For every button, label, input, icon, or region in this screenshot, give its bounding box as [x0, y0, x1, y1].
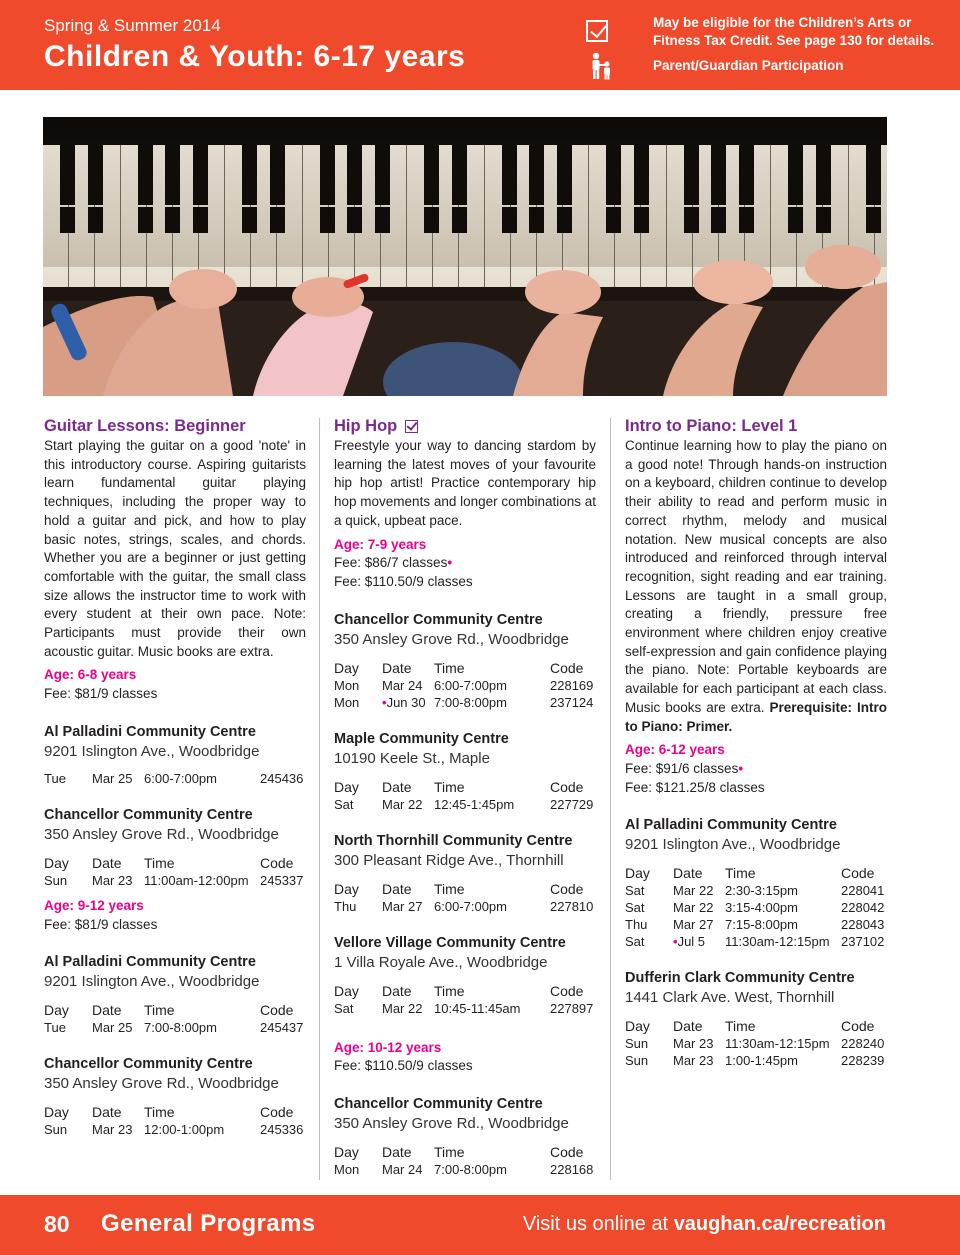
time-header: Time — [434, 1144, 465, 1161]
time-cell: 3:15-4:00pm — [725, 900, 798, 916]
code-cell: 228169 — [550, 677, 594, 693]
time-cell: 12:00-1:00pm — [144, 1122, 225, 1138]
table-row — [625, 899, 887, 916]
column-divider — [610, 418, 611, 1180]
bullet-icon: • — [382, 694, 387, 710]
date-text: Jun 30 — [386, 694, 426, 710]
fee-text: Fee: $91/6 classes — [625, 760, 739, 776]
fee: Fee: $121.25/8 classes — [625, 779, 765, 795]
code-cell: 227897 — [550, 1000, 594, 1016]
code-cell: 227729 — [550, 796, 594, 812]
table-header-row — [334, 881, 596, 898]
table-header-row — [44, 1104, 306, 1121]
table-row — [625, 1035, 887, 1052]
fee: Fee: $110.50/9 classes — [334, 573, 473, 589]
day-cell: Sun — [625, 1036, 649, 1052]
code-cell: 228041 — [841, 883, 885, 899]
code-header: Code — [260, 1002, 294, 1019]
fee — [625, 760, 887, 779]
day-cell: Sat — [625, 934, 645, 950]
date-cell: Mar 23 — [92, 872, 133, 888]
table-header-row — [334, 660, 596, 677]
guitar-lessons-column — [44, 416, 306, 1140]
day-header: Day — [334, 1144, 359, 1161]
table-row — [334, 694, 596, 711]
description-note: Note: Portable keyboards are available for each participant at each class. Music books are extra. — [625, 662, 887, 715]
day-cell: Tue — [44, 1020, 66, 1036]
date-header: Date — [382, 659, 412, 676]
location-name: Chancellor Community Centre — [334, 611, 543, 628]
location-name: Al Palladini Community Centre — [44, 723, 256, 740]
day-header: Day — [44, 1002, 69, 1019]
day-cell: Sat — [625, 883, 645, 899]
code-cell: 228239 — [841, 1053, 885, 1069]
day-header: Day — [334, 659, 359, 676]
location-name: Vellore Village Community Centre — [334, 934, 566, 951]
location-name: Al Palladini Community Centre — [625, 817, 837, 834]
location-address: 10190 Keele St., Maple — [334, 749, 490, 767]
date-header: Date — [673, 865, 703, 882]
table-row — [44, 770, 306, 787]
date-cell: Mar 27 — [382, 898, 423, 914]
schedule-table — [44, 1104, 306, 1138]
website-text — [523, 1213, 886, 1236]
time-cell: 6:00-7:00pm — [434, 898, 507, 914]
table-row — [625, 933, 887, 950]
time-cell: 11:30am-12:15pm — [725, 1036, 830, 1052]
day-header: Day — [44, 854, 69, 871]
day-header: Day — [44, 1104, 69, 1121]
code-header: Code — [550, 778, 584, 795]
table-row — [44, 872, 306, 889]
table-row — [44, 1121, 306, 1138]
time-header: Time — [434, 880, 465, 897]
location-address: 1 Villa Royale Ave., Woodbridge — [334, 953, 548, 971]
prerequisite-text: Prerequisite: Intro to Piano: Primer. — [625, 699, 887, 734]
parent-participation-legend: Parent/Guardian Participation — [653, 58, 844, 73]
code-header: Code — [841, 1018, 875, 1035]
day-cell: Sat — [334, 1000, 354, 1016]
program-description: Freestyle your way to dancing stardom by learning the latest moves of your favourite hip hop artist! Practice contemporary hip hop movements and longer combinations at a quick, upbeat pace. — [334, 438, 596, 528]
location-name: Chancellor Community Centre — [44, 806, 253, 823]
date-cell: Mar 22 — [673, 883, 714, 899]
time-cell: 7:15-8:00pm — [725, 917, 798, 933]
location-address: 9201 Islington Ave., Woodbridge — [44, 973, 260, 991]
schedule-table — [44, 770, 306, 787]
tax-credit-legend: May be eligible for the Children’s Arts or Fitness Tax Credit. See page 130 for details. — [653, 15, 935, 48]
schedule-table — [625, 865, 887, 950]
age-range: Age: 6-8 years — [44, 667, 137, 683]
day-cell: Thu — [334, 898, 357, 914]
date-cell: Mar 23 — [92, 1122, 133, 1138]
date-cell: Mar 25 — [92, 770, 133, 786]
schedule-table — [334, 779, 596, 813]
program-title: Guitar Lessons: Beginner — [44, 417, 246, 435]
table-row — [625, 1052, 887, 1069]
schedule-table — [625, 1018, 887, 1069]
day-cell: Thu — [625, 917, 648, 933]
location-address: 1441 Clark Ave. West, Thornhill — [625, 989, 835, 1007]
date-cell — [673, 933, 725, 950]
program-title-row — [334, 416, 596, 436]
bullet-icon: • — [738, 760, 744, 776]
time-header: Time — [144, 1104, 175, 1121]
date-cell: Mar 23 — [673, 1053, 714, 1069]
section-name: General Programs — [101, 1210, 316, 1237]
program-description — [625, 437, 887, 736]
location-name: Chancellor Community Centre — [44, 1056, 253, 1073]
schedule-table — [334, 660, 596, 711]
table-header-row — [44, 855, 306, 872]
code-cell: 228168 — [550, 1162, 594, 1178]
code-header: Code — [550, 982, 584, 999]
day-cell: Mon — [334, 1162, 360, 1178]
location-address: 9201 Islington Ave., Woodbridge — [44, 742, 260, 760]
table-header-row — [44, 1002, 306, 1019]
table-header-row — [334, 779, 596, 796]
code-cell: 237124 — [550, 694, 594, 710]
time-cell: 6:00-7:00pm — [434, 677, 507, 693]
date-cell: Mar 22 — [382, 1000, 423, 1016]
fee-text: Fee: $86/7 classes — [334, 555, 448, 571]
code-header: Code — [550, 659, 584, 676]
day-cell: Sat — [625, 900, 645, 916]
time-cell: 7:00-8:00pm — [144, 1020, 217, 1036]
date-cell: Mar 24 — [382, 677, 423, 693]
code-cell: 237102 — [841, 934, 885, 950]
date-cell: Mar 24 — [382, 1162, 423, 1178]
age-range: Age: 10-12 years — [334, 1039, 442, 1055]
table-row — [334, 677, 596, 694]
fee — [334, 554, 596, 573]
date-header: Date — [382, 778, 412, 795]
season-label: Spring & Summer 2014 — [44, 16, 221, 35]
time-header: Time — [725, 1018, 756, 1035]
date-cell: Mar 27 — [673, 917, 714, 933]
date-header: Date — [92, 854, 122, 871]
code-cell: 227810 — [550, 898, 594, 914]
page-footer — [0, 1195, 960, 1255]
piano-hands-photo — [43, 117, 887, 396]
page-title: Children & Youth: 6-17 years — [44, 40, 466, 73]
visit-label: Visit us online at — [522, 1213, 674, 1235]
fee: Fee: $110.50/9 classes — [334, 1058, 473, 1074]
date-text: Jul 5 — [677, 934, 706, 950]
day-header: Day — [334, 778, 359, 795]
program-description: Start playing the guitar on a good 'note' in this introductory course. Aspiring guitarists learn fundamental guitar playing techniques, including the proper way to hold a guitar and pick, and how to play basic notes, strings, scales, and chords. Whether you are a beginner or just getting comfortable with the guitar, the small class size allows the instructor time to work with every student at their own pace. Note: Participants must provide their own acoustic guitar. Music books are extra. — [44, 438, 306, 659]
column-divider — [319, 418, 320, 1180]
page-number: 80 — [44, 1211, 70, 1237]
date-cell: Mar 23 — [673, 1036, 714, 1052]
intro-piano-column — [625, 416, 887, 1071]
checkbox-check-icon — [586, 20, 608, 42]
time-cell: 1:00-1:45pm — [725, 1053, 798, 1069]
code-header: Code — [260, 854, 294, 871]
time-header: Time — [144, 1002, 175, 1019]
location-address: 350 Ansley Grove Rd., Woodbridge — [334, 630, 569, 648]
schedule-table — [334, 1144, 596, 1178]
fee: Fee: $81/9 classes — [44, 686, 158, 702]
bullet-icon: • — [447, 555, 453, 571]
time-cell: 2:30-3:15pm — [725, 883, 798, 899]
location-name: North Thornhill Community Centre — [334, 832, 573, 849]
date-header: Date — [382, 982, 412, 999]
code-cell: 245437 — [260, 1020, 304, 1036]
location-address: 350 Ansley Grove Rd., Woodbridge — [334, 1115, 569, 1133]
page-header — [0, 0, 960, 90]
location-address: 350 Ansley Grove Rd., Woodbridge — [44, 1075, 279, 1093]
age-range: Age: 9-12 years — [44, 897, 144, 913]
day-cell: Sun — [44, 872, 68, 888]
day-header: Day — [625, 865, 650, 882]
date-cell — [382, 694, 434, 711]
time-header: Time — [725, 865, 756, 882]
date-header: Date — [382, 880, 412, 897]
code-cell: 245337 — [260, 872, 304, 888]
date-header: Date — [673, 1018, 703, 1035]
code-header: Code — [841, 865, 875, 882]
location-name: Chancellor Community Centre — [334, 1096, 543, 1113]
location-address: 350 Ansley Grove Rd., Woodbridge — [44, 825, 279, 843]
code-cell: 245336 — [260, 1122, 304, 1138]
time-cell: 10:45-11:45am — [434, 1000, 521, 1016]
date-header: Date — [92, 1002, 122, 1019]
time-cell: 11:30am-12:15pm — [725, 934, 830, 950]
hip-hop-column — [334, 416, 596, 1180]
parent-child-icon — [588, 52, 614, 80]
date-header: Date — [92, 1104, 122, 1121]
location-address: 300 Pleasant Ridge Ave., Thornhill — [334, 851, 564, 869]
table-header-row — [334, 1144, 596, 1161]
time-cell: 7:00-8:00pm — [434, 1162, 507, 1178]
day-cell: Mon — [334, 677, 360, 693]
day-cell: Tue — [44, 770, 66, 786]
table-row — [334, 1161, 596, 1178]
time-cell: 6:00-7:00pm — [144, 770, 217, 786]
website-link[interactable]: vaughan.ca/recreation — [673, 1213, 886, 1235]
schedule-table — [334, 881, 596, 915]
time-cell: 11:00am-12:00pm — [144, 872, 249, 888]
day-cell: Mon — [334, 694, 360, 710]
day-cell: Sun — [625, 1053, 649, 1069]
code-header: Code — [550, 880, 584, 897]
date-cell: Mar 22 — [382, 796, 423, 812]
table-row — [44, 1019, 306, 1036]
code-cell: 228240 — [841, 1036, 885, 1052]
fee: Fee: $81/9 classes — [44, 916, 158, 932]
day-header: Day — [334, 880, 359, 897]
location-name: Al Palladini Community Centre — [44, 954, 256, 971]
time-header: Time — [144, 854, 175, 871]
table-row — [334, 898, 596, 915]
table-header-row — [334, 983, 596, 1000]
age-range: Age: 6-12 years — [625, 742, 725, 758]
program-title: Intro to Piano: Level 1 — [625, 417, 798, 435]
location-name: Dufferin Clark Community Centre — [625, 970, 855, 987]
table-header-row — [625, 1018, 887, 1035]
table-row — [625, 882, 887, 899]
program-title: Hip Hop — [334, 417, 398, 435]
table-row — [625, 916, 887, 933]
date-cell: Mar 25 — [92, 1020, 133, 1036]
code-header: Code — [260, 1104, 294, 1121]
time-cell: 12:45-1:45pm — [434, 796, 515, 812]
table-row — [334, 1000, 596, 1017]
bullet-icon: • — [673, 934, 678, 950]
description-text: Continue learning how to play the piano on a good note! Through hands-on instruction on a keyboard, children continue to develop their ability to read and perform music in correct rhythm, melody and musical notation. New musical concepts are also introduced and reinforced through interval recognition, sight reading and ear training. Lessons are taught in a small group, creating a friendly, pressure free environment where children enjoy creative self-expression and gain confidence playing the piano. — [625, 438, 887, 678]
day-cell: Sun — [44, 1122, 68, 1138]
table-header-row — [625, 865, 887, 882]
time-header: Time — [434, 659, 465, 676]
code-cell: 228043 — [841, 917, 885, 933]
time-header: Time — [434, 982, 465, 999]
date-cell: Mar 22 — [673, 900, 714, 916]
checkbox-check-icon — [405, 420, 418, 433]
location-address: 9201 Islington Ave., Woodbridge — [625, 836, 841, 854]
code-cell: 245436 — [260, 770, 304, 786]
location-name: Maple Community Centre — [334, 730, 509, 747]
date-header: Date — [382, 1144, 412, 1161]
day-header: Day — [334, 982, 359, 999]
time-header: Time — [434, 778, 465, 795]
schedule-table — [334, 983, 596, 1017]
schedule-table — [44, 1002, 306, 1036]
code-header: Code — [550, 1144, 584, 1161]
day-header: Day — [625, 1018, 650, 1035]
time-cell: 7:00-8:00pm — [434, 694, 507, 710]
table-row — [334, 796, 596, 813]
day-cell: Sat — [334, 796, 354, 812]
schedule-table — [44, 855, 306, 889]
code-cell: 228042 — [841, 900, 885, 916]
age-range: Age: 7-9 years — [334, 536, 427, 552]
